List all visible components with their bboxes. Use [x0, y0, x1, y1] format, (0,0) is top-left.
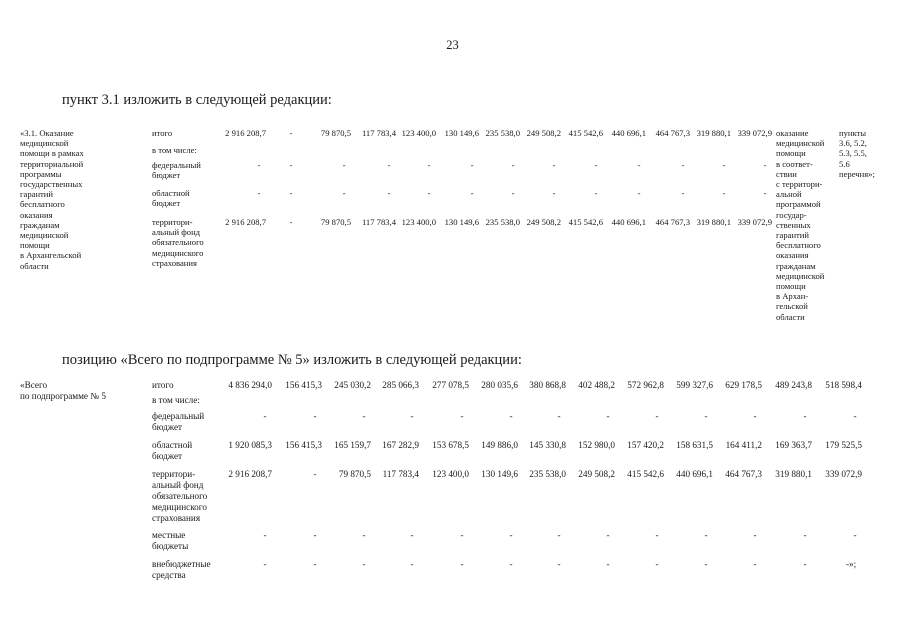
table-cell: 123 400,0	[401, 217, 436, 227]
funding-source-label: итого	[152, 128, 173, 138]
table-cell: -	[387, 160, 391, 170]
table-cell: 169 363,7	[775, 440, 812, 450]
table-cell: -	[722, 160, 726, 170]
table-cell: 380 868,8	[529, 380, 566, 390]
table-cell: 123 400,0	[432, 469, 469, 479]
table-cell: -	[606, 530, 610, 540]
table-cell: -	[853, 530, 857, 540]
table-cell: 130 149,6	[444, 128, 479, 138]
table-cell: -	[557, 411, 561, 421]
table-cell: 277 078,5	[432, 380, 469, 390]
table-cell: 167 282,9	[382, 440, 419, 450]
table-cell: -	[313, 469, 317, 479]
table-cell: 164 411,2	[725, 440, 762, 450]
table-cell: 285 066,3	[382, 380, 419, 390]
table-cell: -	[289, 188, 293, 198]
table-cell: -	[853, 411, 857, 421]
funding-source-label: областной бюджет	[152, 188, 190, 209]
table-cell: -	[655, 530, 659, 540]
table-cell: 158 631,5	[676, 440, 713, 450]
table-cell: -	[511, 188, 515, 198]
table-cell: 4 836 294,0	[228, 380, 272, 390]
table-cell: -	[410, 411, 414, 421]
table-cell: -	[753, 559, 757, 569]
table-cell: 402 488,2	[578, 380, 615, 390]
table-cell: 440 696,1	[611, 217, 646, 227]
funding-source-label: итого	[152, 380, 174, 390]
table-cell: -	[704, 530, 708, 540]
table-cell: -	[681, 160, 685, 170]
table-cell: 415 542,6	[568, 217, 603, 227]
table-cell: 235 538,0	[529, 469, 566, 479]
table-cell: -	[362, 411, 366, 421]
table-cell: -	[655, 559, 659, 569]
table-cell: 149 886,0	[481, 440, 518, 450]
table-cell: 319 880,1	[696, 128, 731, 138]
table-cell: 339 072,9	[737, 128, 772, 138]
table-cell: 319 880,1	[696, 217, 731, 227]
table-cell: -	[460, 530, 464, 540]
table-cell: -	[427, 160, 431, 170]
table-cell: -	[257, 160, 261, 170]
table-cell: 1 920 085,3	[228, 440, 272, 450]
table-cell: 572 962,8	[627, 380, 664, 390]
table-cell: 280 035,6	[481, 380, 518, 390]
table-cell: -	[263, 411, 267, 421]
table-cell: -	[387, 188, 391, 198]
page-number: 23	[446, 38, 459, 52]
funding-source-label: федеральный бюджет	[152, 160, 201, 181]
table-cell: -	[704, 559, 708, 569]
table-cell: 179 525,5	[825, 440, 862, 450]
table-cell: -	[362, 530, 366, 540]
table-cell: -	[257, 188, 261, 198]
table-cell: -	[753, 530, 757, 540]
table-cell: -	[637, 160, 641, 170]
table-cell: 123 400,0	[401, 128, 436, 138]
table-cell: 2 916 208,7	[225, 128, 266, 138]
table-cell: -	[289, 217, 293, 227]
table-cell: -	[289, 160, 293, 170]
table-cell: -	[557, 559, 561, 569]
table-cell: 79 870,5	[338, 469, 371, 479]
table-cell: 440 696,1	[611, 128, 646, 138]
table-cell: -	[722, 188, 726, 198]
table-cell: -	[763, 160, 767, 170]
table-cell: -	[594, 188, 598, 198]
table-cell: 165 159,7	[334, 440, 371, 450]
table-cell: -	[410, 530, 414, 540]
table-cell: -	[803, 530, 807, 540]
measure-name: «3.1. Оказание медицинской помощи в рамках территориальной программы государственных гарантий бесплатного оказания гражданам медицинской помощи в Архангельской области	[20, 128, 84, 271]
funding-source-label: областной бюджет	[152, 440, 193, 461]
total-name: «Всего по подпрограмме № 5	[20, 380, 106, 401]
table-cell: 156 415,3	[285, 380, 322, 390]
table-cell: -	[763, 188, 767, 198]
heading-edit-item-3-1: пункт 3.1 изложить в следующей редакции:	[62, 92, 332, 108]
table-cell: 249 508,2	[526, 128, 561, 138]
table-cell: -	[655, 411, 659, 421]
table-cell: -	[511, 160, 515, 170]
table-cell: -	[342, 188, 346, 198]
table-cell: 440 696,1	[676, 469, 713, 479]
table-cell: -	[803, 411, 807, 421]
table-cell: 464 767,3	[725, 469, 762, 479]
funding-source-label: местные бюджеты	[152, 530, 189, 551]
table-cell: 130 149,6	[481, 469, 518, 479]
table-cell: 145 330,8	[529, 440, 566, 450]
table-cell: 319 880,1	[775, 469, 812, 479]
table-cell: 415 542,6	[568, 128, 603, 138]
table-cell: -	[263, 559, 267, 569]
table-cell: -	[509, 530, 513, 540]
expected-result: оказание медицинской помощи в соответ- ствии с территори- альной программой государ- ственных гарантий бесплатного оказания гражданам медицинской помощи в Архан- гельской области	[776, 128, 825, 322]
funding-source-label: внебюджетные средства	[152, 559, 211, 580]
table-cell: 79 870,5	[320, 128, 351, 138]
table-cell: -	[681, 188, 685, 198]
table-cell: 2 916 208,7	[225, 217, 266, 227]
table-cell: 339 072,9	[825, 469, 862, 479]
table-cell: -	[606, 559, 610, 569]
table-cell: -	[552, 160, 556, 170]
table-cell: -	[460, 411, 464, 421]
funding-source-label: территори- альный фонд обязательного медицинского страхования	[152, 217, 204, 268]
table-cell: -	[427, 188, 431, 198]
table-cell: -	[557, 530, 561, 540]
list-points-reference: пункты 3.6, 5.2, 5.3, 5.5, 5.6 перечня»;	[839, 128, 875, 179]
table-cell: 117 783,4	[382, 469, 419, 479]
table-cell: -	[509, 559, 513, 569]
table-cell: -	[704, 411, 708, 421]
table-cell: 130 149,6	[444, 217, 479, 227]
table-cell: 464 767,3	[655, 128, 690, 138]
table-cell: 235 538,0	[485, 217, 520, 227]
table-cell: -	[552, 188, 556, 198]
heading-edit-subprogram-total: позицию «Всего по подпрограмме № 5» изложить в следующей редакции:	[62, 352, 522, 368]
table-cell: 79 870,5	[320, 217, 351, 227]
table-cell: 117 783,4	[361, 217, 396, 227]
table-cell: -	[410, 559, 414, 569]
table-cell: -	[313, 411, 317, 421]
table-cell: 339 072,9	[737, 217, 772, 227]
table-cell: 245 030,2	[334, 380, 371, 390]
table-cell: -	[606, 411, 610, 421]
table-cell: 157 420,2	[627, 440, 664, 450]
table-cell: 464 767,3	[655, 217, 690, 227]
table-cell: -	[342, 160, 346, 170]
table-cell: -	[470, 160, 474, 170]
table-cell: 249 508,2	[526, 217, 561, 227]
table-cell: 156 415,3	[285, 440, 322, 450]
table-cell: -	[594, 160, 598, 170]
table-cell: 152 980,0	[578, 440, 615, 450]
funding-source-label: федеральный бюджет	[152, 411, 205, 432]
table-cell: -	[470, 188, 474, 198]
table-cell: 415 542,6	[627, 469, 664, 479]
table-cell: 599 327,6	[676, 380, 713, 390]
table-cell: -	[637, 188, 641, 198]
table-cell: -	[313, 559, 317, 569]
table-cell: 629 178,5	[725, 380, 762, 390]
table-cell: 2 916 208,7	[228, 469, 272, 479]
table-cell: -	[263, 530, 267, 540]
table-cell: -	[803, 559, 807, 569]
table-cell: -	[362, 559, 366, 569]
funding-source-label: территори- альный фонд обязательного медицинского страхования	[152, 469, 208, 523]
table-cell: 249 508,2	[578, 469, 615, 479]
table-cell: -	[289, 128, 293, 138]
table-cell: 117 783,4	[361, 128, 396, 138]
table-cell: -»;	[846, 559, 857, 569]
table-cell: -	[460, 559, 464, 569]
table-cell: 235 538,0	[485, 128, 520, 138]
funding-source-label: в том числе:	[152, 145, 197, 155]
funding-source-label: в том числе:	[152, 395, 200, 405]
table-cell: -	[753, 411, 757, 421]
table-cell: 153 678,5	[432, 440, 469, 450]
table-cell: -	[509, 411, 513, 421]
table-cell: -	[313, 530, 317, 540]
table-cell: 518 598,4	[825, 380, 862, 390]
table-cell: 489 243,8	[775, 380, 812, 390]
